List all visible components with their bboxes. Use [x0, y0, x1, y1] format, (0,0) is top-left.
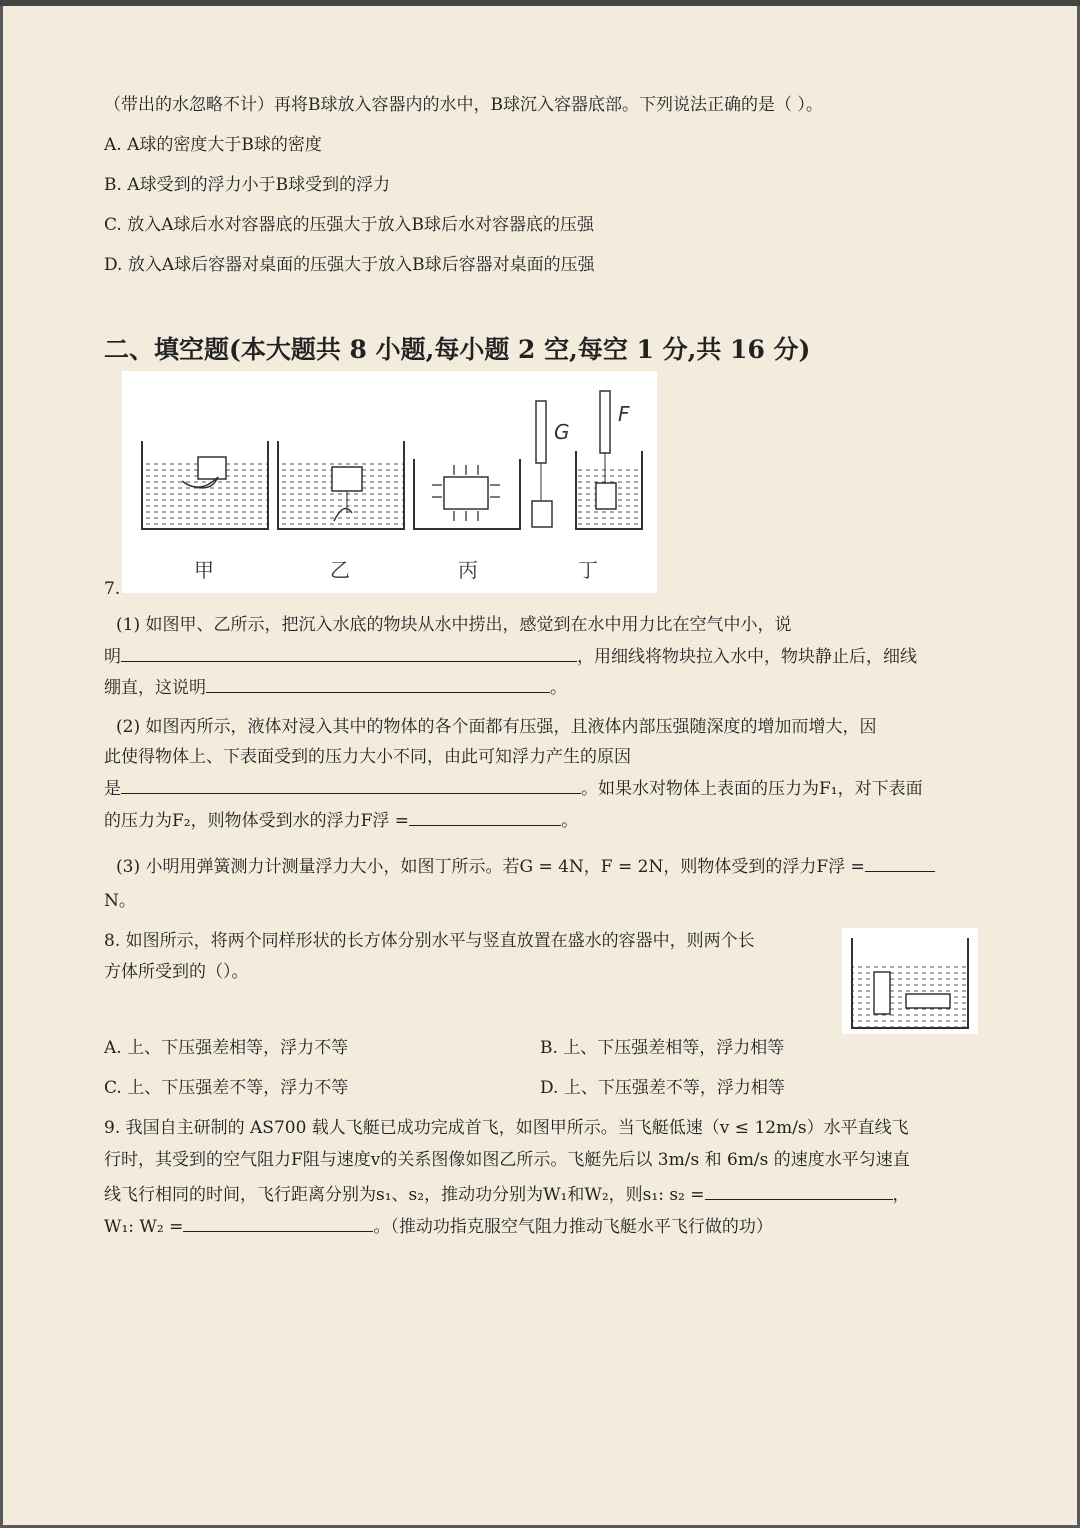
q7-part3-line2: N。	[104, 891, 136, 911]
label-ding: 丁	[578, 558, 598, 582]
answer-blank[interactable]	[705, 1183, 893, 1200]
q9-text: W₁: W₂ =	[104, 1217, 184, 1237]
answer-blank[interactable]	[121, 645, 577, 662]
q9-line2: 行时，其受到的空气阻力F阻与速度v的关系图像如图乙所示。飞艇先后以 3m/s 和 6m/s 的速度水平匀速直	[104, 1150, 910, 1170]
label-yi: 乙	[330, 558, 350, 582]
q7-figure	[122, 371, 657, 593]
q6-stem: （带出的水忽略不计）再将B球放入容器内的水中，B球沉入容器底部。下列说法正确的是（ ）。	[104, 95, 823, 115]
q7-part1-line1: (1) 如图甲、乙所示，把沉入水底的物块从水中捞出，感觉到在水中用力比在空气中小，说	[116, 615, 792, 635]
q6-option-d: D. 放入A球后容器对桌面的压强大于放入B球后容器对桌面的压强	[104, 255, 595, 275]
q8-option-b: B. 上、下压强差相等，浮力相等	[540, 1038, 785, 1058]
answer-blank[interactable]	[865, 855, 935, 872]
q7-text: 。如果水对物体上表面的压力为F₁，对下表面	[581, 779, 923, 799]
label-g: G	[554, 420, 570, 444]
answer-blank[interactable]	[409, 809, 561, 826]
q7-text: 的压力为F₂，则物体受到水的浮力F浮 =	[104, 811, 410, 831]
q8-option-d: D. 上、下压强差不等，浮力相等	[540, 1078, 785, 1098]
q8-option-a: A. 上、下压强差相等，浮力不等	[104, 1038, 349, 1058]
q7-text: 明	[104, 647, 121, 667]
q9-line1: 9. 我国自主研制的 AS700 载人飞艇已成功完成首飞，如图甲所示。当飞艇低速（v ≤ 12m/s）水平直线飞	[104, 1118, 909, 1138]
q7-text: 是	[104, 779, 121, 799]
answer-blank[interactable]	[183, 1215, 373, 1232]
top-bar	[0, 0, 1080, 6]
q7-text: 。	[550, 678, 567, 698]
q7-text: 。	[561, 811, 579, 831]
q7-part2-line2: 此使得物体上、下表面受到的压力大小不同，由此可知浮力产生的原因	[104, 747, 631, 767]
q7-part1-line2	[104, 645, 917, 668]
q7-part1-line3	[104, 676, 567, 699]
q7-figure-drawing	[122, 371, 657, 593]
q7-part2-line4	[104, 809, 578, 832]
section-title: 二、填空题(本大题共 8 小题,每小题 2 空,每空 1 分,共 16 分)	[104, 335, 811, 364]
q8-stem-line2: 方体所受到的（）。	[104, 962, 249, 982]
q8-option-c: C. 上、下压强差不等，浮力不等	[104, 1078, 349, 1098]
q9-line3	[104, 1183, 910, 1206]
q7-number: 7.	[104, 579, 121, 599]
q8-figure-drawing	[842, 928, 978, 1034]
q7-text: ，用细线将物块拉入水中，物块静止后，细线	[577, 647, 917, 667]
q7-text: 绷直，这说明	[104, 678, 206, 698]
answer-blank[interactable]	[206, 676, 550, 693]
q6-option-b: B. A球受到的浮力小于B球受到的浮力	[104, 175, 391, 195]
label-f: F	[618, 402, 630, 426]
q9-text: 。（推动功指克服空气阻力推动飞艇水平飞行做的功）	[373, 1217, 773, 1237]
answer-blank[interactable]	[121, 777, 581, 794]
q6-option-c: C. 放入A球后水对容器底的压强大于放入B球后水对容器底的压强	[104, 215, 594, 235]
q7-part3-line1	[116, 855, 935, 878]
q9-text: ，	[892, 1185, 910, 1205]
q7-part2-line1: (2) 如图丙所示，液体对浸入其中的物体的各个面都有压强，且液体内部压强随深度的增加而增大，因	[116, 717, 877, 737]
q8-stem-line1: 8. 如图所示，将两个同样形状的长方体分别水平与竖直放置在盛水的容器中，则两个长	[104, 931, 755, 951]
q9-text: 线飞行相同的时间，飞行距离分别为s₁、s₂，推动功分别为W₁和W₂，则s₁: s₂ =	[104, 1185, 705, 1205]
q8-figure	[842, 928, 978, 1034]
label-jia: 甲	[194, 558, 214, 582]
q6-option-a: A. A球的密度大于B球的密度	[104, 135, 322, 155]
q9-line4	[104, 1215, 773, 1238]
label-bing: 丙	[458, 558, 478, 582]
q7-text: (3) 小明用弹簧测力计测量浮力大小，如图丁所示。若G = 4N，F = 2N，则物体受到的浮力F浮 =	[116, 857, 865, 877]
q7-part2-line3	[104, 777, 923, 800]
